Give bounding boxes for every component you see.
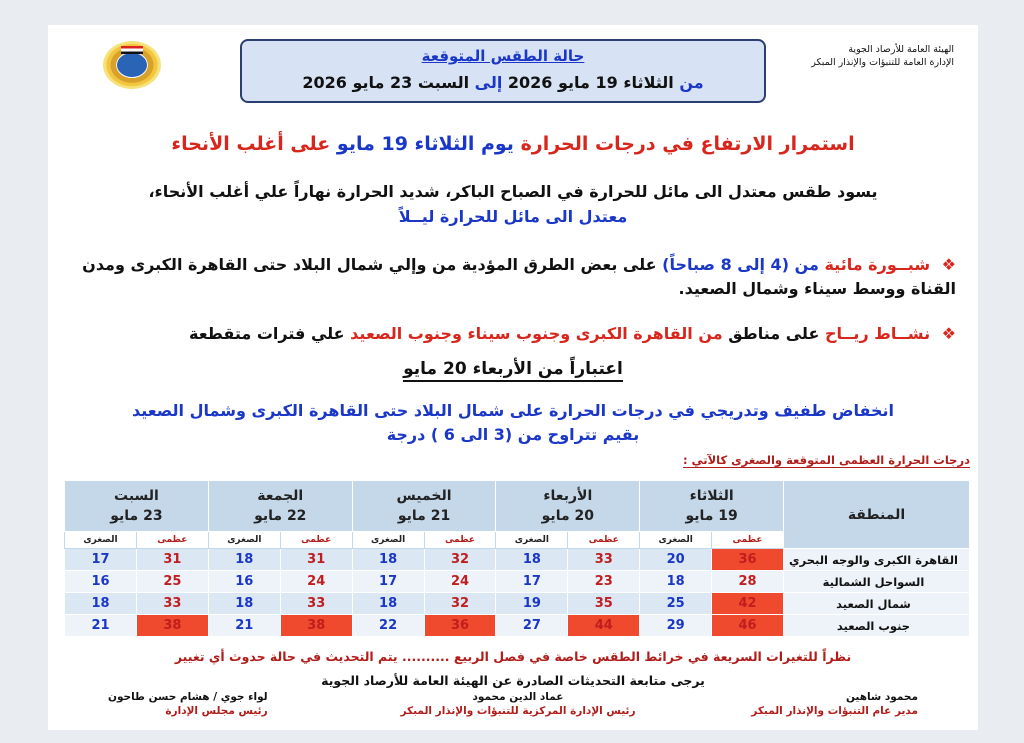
min-label: الصغرى	[352, 532, 424, 549]
max-temp-cell: 28	[712, 571, 784, 593]
min-temp-cell: 17	[65, 549, 137, 571]
headline-part2: يوم الثلاثاء 19 مايو	[336, 133, 514, 155]
forecast-line1: يسود طقس معتدل الى مائل للحرارة في الصباح الباكر، شديد الحرارة نهاراً علي أغلب الأنحاء،	[148, 182, 878, 201]
region-header: المنطقة	[784, 481, 970, 549]
max-temp-cell: 31	[280, 549, 352, 571]
range-start: الثلاثاء 19 مايو 2026	[507, 73, 674, 92]
temperature-table	[64, 480, 970, 637]
max-temp-cell: 44	[568, 615, 640, 637]
organization-header	[774, 43, 954, 69]
bullet-wind	[66, 322, 956, 346]
title-box	[240, 39, 766, 103]
min-temp-cell: 16	[208, 571, 280, 593]
date-range	[242, 73, 764, 92]
min-temp-cell: 18	[352, 549, 424, 571]
max-temp-cell: 33	[280, 593, 352, 615]
table-title: درجات الحرارة العظمى المتوقعة والصغرى كالآتي :	[683, 453, 970, 467]
from-date-text: اعتباراً من الأربعاء 20 مايو	[403, 359, 623, 382]
range-end: السبت 23 مايو 2026	[302, 73, 470, 92]
min-temp-cell: 18	[640, 571, 712, 593]
region-name: جنوب الصعيد	[784, 615, 970, 637]
table-row	[65, 571, 970, 593]
max-label: عظمى	[424, 532, 496, 549]
min-temp-cell: 29	[640, 615, 712, 637]
max-temp-cell: 32	[424, 593, 496, 615]
diamond-bullet-icon: ❖	[941, 255, 956, 274]
signature-role: مدير عام التنبؤات والإنذار المبكر	[751, 705, 918, 717]
max-label: عظمى	[280, 532, 352, 549]
min-temp-cell: 25	[640, 593, 712, 615]
min-label: الصغرى	[496, 532, 568, 549]
min-temp-cell: 18	[65, 593, 137, 615]
bullet-time: من (4 إلى 8 صباحاً)	[662, 255, 819, 274]
signature-role: رئيس مجلس الإدارة	[165, 705, 268, 717]
min-label: الصغرى	[65, 532, 137, 549]
table-row	[65, 593, 970, 615]
signature-block	[388, 690, 648, 718]
drop-line2: بقيم تتراوح من (3 الى 6 ) درجة	[386, 425, 640, 444]
bullet-text: على بعض الطرق المؤدية من وإلي شمال البلاد حتى القاهرة الكبرى ومدن القناة ووسط سيناء وشمال الصعيد.	[82, 255, 956, 298]
max-temp-cell: 23	[568, 571, 640, 593]
temperature-drop	[48, 399, 978, 447]
day-header: الخميس 21 مايو	[352, 481, 496, 532]
max-temp-cell: 36	[712, 549, 784, 571]
day-header: الثلاثاء 19 مايو	[640, 481, 784, 532]
min-temp-cell: 21	[65, 615, 137, 637]
bullet-fog	[66, 253, 956, 301]
headline	[48, 133, 978, 155]
min-temp-cell: 19	[496, 593, 568, 615]
min-temp-cell: 27	[496, 615, 568, 637]
region-name: السواحل الشمالية	[784, 571, 970, 593]
signature-name: محمود شاهين	[845, 691, 918, 703]
headline-part3: على أغلب الأنحاء	[171, 133, 331, 155]
headline-part1: استمرار الارتفاع في درجات الحرارة	[520, 133, 855, 155]
table-row	[65, 615, 970, 637]
bullet-label: نشــاط ريــاح	[824, 324, 931, 343]
follow-note: يرجى متابعة التحديثات الصادرة عن الهيئة العامة للأرصاد الجوية	[321, 673, 705, 688]
page-title: حالة الطقس المتوقعة	[421, 47, 585, 65]
max-label: عظمى	[136, 532, 208, 549]
region-name: شمال الصعيد	[784, 593, 970, 615]
max-temp-cell: 33	[568, 549, 640, 571]
forecast-line2: معتدل الى مائل للحرارة ليــلاً	[398, 207, 628, 226]
organization-name: الهيئة العامة للأرصاد الجوية	[848, 44, 954, 55]
max-temp-cell: 36	[424, 615, 496, 637]
min-temp-cell: 18	[352, 593, 424, 615]
drop-line1: انخفاض طفيف وتدريجي في درجات الحرارة على شمال البلاد حتى القاهرة الكبرى وشمال الصعيد	[131, 401, 895, 420]
max-temp-cell: 24	[424, 571, 496, 593]
day-header: الأربعاء 20 مايو	[496, 481, 640, 532]
forecast-sheet	[48, 25, 978, 730]
min-temp-cell: 18	[496, 549, 568, 571]
min-label: الصغرى	[640, 532, 712, 549]
diamond-bullet-icon: ❖	[941, 324, 956, 343]
signature-block	[751, 690, 918, 718]
region-name: القاهرة الكبرى والوجه البحري	[784, 549, 970, 571]
signature-block	[108, 690, 268, 718]
max-label: عظمى	[568, 532, 640, 549]
signature-name: لواء جوي / هشام حسن طاحون	[108, 691, 268, 703]
min-temp-cell: 22	[352, 615, 424, 637]
bullet-regions: من القاهرة الكبرى وجنوب سيناء وجنوب الصعيد	[350, 324, 723, 343]
min-temp-cell: 16	[65, 571, 137, 593]
range-mid: إلى	[474, 73, 503, 92]
range-prefix: من	[679, 73, 704, 92]
egyptian-meteorological-authority-logo	[103, 41, 161, 89]
min-temp-cell: 17	[352, 571, 424, 593]
bullet-label: شبــورة مائية	[824, 255, 931, 274]
min-temp-cell: 21	[208, 615, 280, 637]
forecast-summary	[48, 179, 978, 229]
max-temp-cell: 38	[280, 615, 352, 637]
max-temp-cell: 46	[712, 615, 784, 637]
max-temp-cell: 38	[136, 615, 208, 637]
max-temp-cell: 33	[136, 593, 208, 615]
max-temp-cell: 25	[136, 571, 208, 593]
max-temp-cell: 32	[424, 549, 496, 571]
min-temp-cell: 20	[640, 549, 712, 571]
day-header: الجمعة 22 مايو	[208, 481, 352, 532]
department-name: الإدارة العامة للتنبؤات والإنذار المبكر	[811, 57, 954, 68]
max-temp-cell: 31	[136, 549, 208, 571]
min-label: الصغرى	[208, 532, 280, 549]
max-temp-cell: 35	[568, 593, 640, 615]
table-row	[65, 549, 970, 571]
min-temp-cell: 18	[208, 549, 280, 571]
day-header: السبت 23 مايو	[65, 481, 209, 532]
update-note: نظراً للتغيرات السريعة في خرائط الطقس خاصة في فصل الربيع .......... يتم التحديث في حالة حدوث أي تغيير	[174, 649, 852, 664]
bullet-pre: على مناطق	[728, 324, 820, 343]
min-temp-cell: 18	[208, 593, 280, 615]
min-temp-cell: 17	[496, 571, 568, 593]
max-temp-cell: 24	[280, 571, 352, 593]
signature-role: رئيس الإدارة المركزية للتنبؤات والإنذار المبكر	[400, 705, 636, 717]
max-label: عظمى	[712, 532, 784, 549]
max-temp-cell: 42	[712, 593, 784, 615]
bullet-text: علي فترات متقطعة	[189, 324, 345, 343]
from-date	[48, 359, 978, 379]
signature-name: عماد الدين محمود	[472, 691, 564, 703]
